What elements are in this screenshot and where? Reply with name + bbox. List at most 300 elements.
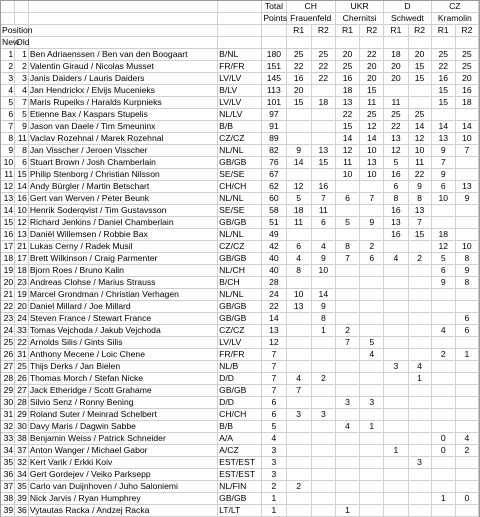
nationality: FR/FR [218,61,262,73]
frauenfeld-r1 [286,337,311,349]
frauenfeld-r2 [311,121,335,133]
frauenfeld-r2 [311,505,335,517]
crew-name: Jason van Daele / Tim Smeuninx [28,121,217,133]
pos-old: 31 [15,349,29,361]
total-points: 2 [262,481,286,493]
frauenfeld-r1: 20 [286,85,311,97]
schwedt-r2 [408,325,431,337]
chernitsi-r1 [335,265,359,277]
kramolin-r1: 10 [431,193,455,205]
schwedt-r1 [384,433,408,445]
kramolin-r2 [455,469,478,481]
frauenfeld-r1: 4 [286,373,311,385]
chernitsi-r2 [360,373,384,385]
frauenfeld-r2 [311,397,335,409]
event-3-name: Schwedt [384,13,431,25]
chernitsi-r1: 7 [335,337,359,349]
schwedt-r2 [408,85,431,97]
chernitsi-r1 [335,385,359,397]
table-row [1,373,479,385]
frauenfeld-r1: 14 [286,157,311,169]
frauenfeld-r1 [286,361,311,373]
chernitsi-r1 [335,181,359,193]
nationality: EST/EST [218,457,262,469]
schwedt-r2: 10 [408,145,431,157]
nationality: GB/GB [218,157,262,169]
kramolin-r1 [431,457,455,469]
frauenfeld-r1: 9 [286,145,311,157]
frauenfeld-r2: 7 [311,193,335,205]
crew-name: Etienne Bax / Kaspars Stupelis [28,109,217,121]
crew-name: Jack Etheridge / Scott Grahame [28,385,217,397]
crew-name: Valentin Giraud / Nicolas Musset [28,61,217,73]
total-points: 4 [262,433,286,445]
kramolin-r2 [455,109,478,121]
chernitsi-r2 [360,361,384,373]
frauenfeld-r2: 6 [311,217,335,229]
points-label: Points [263,13,288,23]
schwedt-r1: 16 [384,169,408,181]
chernitsi-r1: 20 [335,49,359,61]
chernitsi-r2 [360,181,384,193]
frauenfeld-r2 [311,133,335,145]
table-row [1,109,479,121]
pos-old: 20 [15,301,29,313]
crew-name: Nick Jarvis / Ryan Humphrey [28,493,217,505]
round-label: R2 [360,25,384,37]
nationality: LV/LV [218,337,262,349]
pos-new: 36 [1,469,15,481]
chernitsi-r1: 7 [335,253,359,265]
schwedt-r2: 3 [408,457,431,469]
kramolin-r1 [431,505,455,517]
table-row [1,433,479,445]
schwedt-r2: 13 [408,205,431,217]
schwedt-r1 [384,265,408,277]
total-points: 28 [262,277,286,289]
table-row [1,121,479,133]
pos-old: 10 [15,205,29,217]
pos-old: 7 [15,97,29,109]
schwedt-r1 [384,409,408,421]
pos-old: 2 [15,61,29,73]
table-row [1,193,479,205]
nationality: NL/LV [218,109,262,121]
pos-new: 34 [1,445,15,457]
nationality: NL/NL [218,289,262,301]
schwedt-r1 [384,421,408,433]
schwedt-r1: 13 [384,133,408,145]
pos-new: 32 [1,421,15,433]
kramolin-r1 [431,373,455,385]
frauenfeld-r2: 9 [311,253,335,265]
frauenfeld-r1 [286,505,311,517]
kramolin-r2 [455,301,478,313]
pos-new: 35 [1,457,15,469]
schwedt-r2: 8 [408,193,431,205]
nationality: LV/LV [218,73,262,85]
pos-new: 8 [1,133,15,145]
frauenfeld-r2 [311,109,335,121]
table-row [1,421,479,433]
chernitsi-r2: 11 [360,97,384,109]
frauenfeld-r1: 2 [286,481,311,493]
crew-name: Steven France / Stewart France [28,313,217,325]
schwedt-r2: 11 [408,157,431,169]
frauenfeld-r2: 2 [311,373,335,385]
total-points: 76 [262,157,286,169]
total-points: 49 [262,229,286,241]
total-points: 97 [262,109,286,121]
frauenfeld-r1 [286,325,311,337]
chernitsi-r2: 7 [360,193,384,205]
kramolin-r1: 7 [431,157,455,169]
chernitsi-r2 [360,289,384,301]
schwedt-r1: 20 [384,73,408,85]
crew-name: Roland Suter / Meinrad Schelbert [28,409,217,421]
total-points: 1 [262,493,286,505]
frauenfeld-r2: 10 [311,265,335,277]
kramolin-r2: 16 [455,85,478,97]
round-label: R1 [335,25,359,37]
table-row [1,205,479,217]
table-row [1,97,479,109]
crew-name: Carlo van Duijnhoven / Juho Saloniemi [28,481,217,493]
kramolin-r2: 2 [455,445,478,457]
schwedt-r1: 3 [384,361,408,373]
kramolin-r1 [431,409,455,421]
kramolin-r2: 25 [455,49,478,61]
pos-old: 35 [15,481,29,493]
kramolin-r1: 9 [431,169,455,181]
chernitsi-r1: 3 [335,397,359,409]
kramolin-r1 [431,481,455,493]
schwedt-r2 [408,385,431,397]
frauenfeld-r2: 14 [311,289,335,301]
schwedt-r2 [408,349,431,361]
schwedt-r2 [408,481,431,493]
total-points: 101 [262,97,286,109]
frauenfeld-r1 [286,493,311,505]
schwedt-r1 [384,469,408,481]
pos-old: 17 [15,253,29,265]
frauenfeld-r1 [286,277,311,289]
nationality: SE/SE [218,205,262,217]
frauenfeld-r1: 12 [286,181,311,193]
chernitsi-r2 [360,493,384,505]
chernitsi-r2 [360,469,384,481]
schwedt-r1: 16 [384,205,408,217]
kramolin-r2 [455,169,478,181]
frauenfeld-r1: 5 [286,193,311,205]
schwedt-r2: 4 [408,361,431,373]
pos-new: 23 [1,313,15,325]
total-points: 151 [262,61,286,73]
kramolin-r1: 2 [431,349,455,361]
pos-new: 12 [1,181,15,193]
chernitsi-r2 [360,433,384,445]
crew-name: Gert Gordejev / Veiko Parksepp [28,469,217,481]
nationality: LV/LV [218,97,262,109]
frauenfeld-r1 [286,121,311,133]
crew-name: Philip Stenborg / Christian Nilsson [28,169,217,181]
kramolin-r1: 15 [431,85,455,97]
total-points: 91 [262,121,286,133]
schwedt-r1: 6 [384,181,408,193]
pos-old: 37 [15,445,29,457]
kramolin-r2 [455,361,478,373]
chernitsi-r1 [335,457,359,469]
schwedt-r1 [384,481,408,493]
crew-name: Thomas Morch / Stefan Nicke [28,373,217,385]
nationality: CH/CH [218,181,262,193]
schwedt-r1 [384,313,408,325]
schwedt-r2: 14 [408,121,431,133]
pos-old: 24 [15,313,29,325]
frauenfeld-r2 [311,433,335,445]
frauenfeld-r2: 9 [311,301,335,313]
frauenfeld-r1 [286,397,311,409]
total-points: 51 [262,217,286,229]
frauenfeld-r1 [286,421,311,433]
nationality: NL/CH [218,265,262,277]
total-points: 42 [262,241,286,253]
nationality: GB/GB [218,253,262,265]
chernitsi-r2 [360,301,384,313]
kramolin-r1 [431,469,455,481]
kramolin-r1: 15 [431,97,455,109]
schwedt-r1 [384,277,408,289]
pos-old: 21 [15,241,29,253]
pos-new: 15 [1,217,15,229]
crew-name: Daniel Millard / Joe Millard [28,301,217,313]
pos-new: 33 [1,433,15,445]
chernitsi-r1 [335,277,359,289]
pos-new: 24 [1,325,15,337]
frauenfeld-r1: 10 [286,289,311,301]
kramolin-r1: 5 [431,253,455,265]
schwedt-r2 [408,469,431,481]
kramolin-r1: 13 [431,133,455,145]
frauenfeld-r2 [311,493,335,505]
nationality: CH/CH [218,409,262,421]
frauenfeld-r2 [311,337,335,349]
pos-new: 17 [1,241,15,253]
kramolin-r1: 25 [431,49,455,61]
frauenfeld-r1: 11 [286,217,311,229]
frauenfeld-r1 [286,313,311,325]
total-points: 67 [262,169,286,181]
table-row [1,229,479,241]
frauenfeld-r1 [286,433,311,445]
pos-old: 16 [15,193,29,205]
schwedt-r2: 12 [408,133,431,145]
chernitsi-r2: 4 [360,349,384,361]
nationality: A/A [218,433,262,445]
chernitsi-r2: 3 [360,397,384,409]
pos-old: 25 [15,361,29,373]
chernitsi-r1 [335,493,359,505]
frauenfeld-r2: 18 [311,97,335,109]
kramolin-r2 [455,397,478,409]
frauenfeld-r1: 25 [286,49,311,61]
crew-name: Ben Adriaenssen / Ben van den Boogaart [28,49,217,61]
pos-new: 31 [1,409,15,421]
chernitsi-r1 [335,373,359,385]
nationality: NL/B [218,361,262,373]
pos-new: 26 [1,349,15,361]
pos-old: 29 [15,409,29,421]
chernitsi-r1: 4 [335,421,359,433]
frauenfeld-r2 [311,361,335,373]
schwedt-r1 [384,493,408,505]
schwedt-r2 [408,265,431,277]
schwedt-r1: 11 [384,97,408,109]
pos-old: 12 [15,217,29,229]
nationality: B/CH [218,277,262,289]
frauenfeld-r1: 8 [286,265,311,277]
kramolin-r1: 0 [431,433,455,445]
schwedt-r2 [408,433,431,445]
pos-old: 3 [15,73,29,85]
kramolin-r2 [455,481,478,493]
schwedt-r1: 22 [384,121,408,133]
total-points: 82 [262,145,286,157]
chernitsi-r2 [360,265,384,277]
event-1-country: CH [286,1,335,13]
crew-name: Thijs Derks / Jan Bielen [28,361,217,373]
kramolin-r1 [431,397,455,409]
pos-old: 26 [15,373,29,385]
table-row [1,397,479,409]
pos-new: 5 [1,97,15,109]
table-row [1,157,479,169]
pos-new: 2 [1,61,15,73]
nationality: NL/NL [218,145,262,157]
total-points: 14 [262,313,286,325]
total-points: 7 [262,373,286,385]
schwedt-r1 [384,325,408,337]
chernitsi-r1: 18 [335,85,359,97]
nationality: NL/FIN [218,481,262,493]
round-label: R2 [408,25,431,37]
kramolin-r1 [431,361,455,373]
kramolin-r2: 1 [455,349,478,361]
chernitsi-r2: 9 [360,217,384,229]
frauenfeld-r1 [286,349,311,361]
pos-old: 6 [15,157,29,169]
schwedt-r2 [408,337,431,349]
total-points: 180 [262,49,286,61]
crew-name: Vaclav Rozehnal / Marek Rozehnal [28,133,217,145]
schwedt-r1: 25 [384,109,408,121]
kramolin-r2 [455,385,478,397]
chernitsi-r1 [335,481,359,493]
position-label: Position [2,25,33,35]
kramolin-r1 [431,109,455,121]
pos-new: 25 [1,337,15,349]
total-points: 24 [262,289,286,301]
pos-old: 33 [15,325,29,337]
chernitsi-r2: 12 [360,121,384,133]
kramolin-r1: 6 [431,181,455,193]
kramolin-r2: 4 [455,433,478,445]
pos-new: 37 [1,481,15,493]
kramolin-r1: 9 [431,277,455,289]
total-points: 58 [262,205,286,217]
crew-name: Andy Bürgler / Martin Betschart [28,181,217,193]
crew-name: Brett Wilkinson / Craig Parmenter [28,253,217,265]
nationality: B/B [218,121,262,133]
pos-old: 11 [15,133,29,145]
schwedt-r2 [408,301,431,313]
frauenfeld-r2 [311,169,335,181]
standings-table [1,1,479,517]
chernitsi-r1 [335,433,359,445]
chernitsi-r2: 14 [360,133,384,145]
frauenfeld-r2 [311,421,335,433]
frauenfeld-r1: 13 [286,301,311,313]
table-row [1,337,479,349]
nationality: B/LV [218,85,262,97]
event-4-country: CZ [431,1,478,13]
crew-name: Stuart Brown / Josh Chamberlain [28,157,217,169]
frauenfeld-r1: 4 [286,253,311,265]
kramolin-r1 [431,301,455,313]
kramolin-r2: 13 [455,181,478,193]
kramolin-r2: 8 [455,253,478,265]
table-row [1,349,479,361]
schwedt-r2 [408,421,431,433]
kramolin-r2: 14 [455,121,478,133]
crew-name: Lukas Cerny / Radek Musil [28,241,217,253]
nationality: A/CZ [218,445,262,457]
kramolin-r1 [431,217,455,229]
pos-old: 30 [15,421,29,433]
total-points: 62 [262,181,286,193]
crew-name: Richard Jenkins / Daniel Chamberlain [28,217,217,229]
pos-new: 14 [1,205,15,217]
total-points: 89 [262,133,286,145]
chernitsi-r1: 16 [335,73,359,85]
schwedt-r1: 16 [384,229,408,241]
pos-old: 15 [15,169,29,181]
schwedt-r1 [384,505,408,517]
crew-name: Silvio Senz / Ronny Bening [28,397,217,409]
chernitsi-r1 [335,409,359,421]
frauenfeld-r2: 1 [311,325,335,337]
schwedt-r1: 13 [384,217,408,229]
crew-name: Anton Wanger / Michael Gabor [28,445,217,457]
chernitsi-r1 [335,469,359,481]
kramolin-r1 [431,313,455,325]
kramolin-r2: 18 [455,97,478,109]
frauenfeld-r1 [286,445,311,457]
kramolin-r1: 12 [431,241,455,253]
table-row [1,313,479,325]
chernitsi-r2: 10 [360,169,384,181]
frauenfeld-r2: 22 [311,61,335,73]
chernitsi-r1: 1 [335,505,359,517]
total-points: 7 [262,349,286,361]
chernitsi-r2 [360,457,384,469]
schwedt-r2: 15 [408,73,431,85]
schwedt-r2 [408,397,431,409]
crew-name: Gert van Werven / Peter Beunk [28,193,217,205]
chernitsi-r2 [360,445,384,457]
kramolin-r2: 8 [455,277,478,289]
chernitsi-r2: 15 [360,85,384,97]
